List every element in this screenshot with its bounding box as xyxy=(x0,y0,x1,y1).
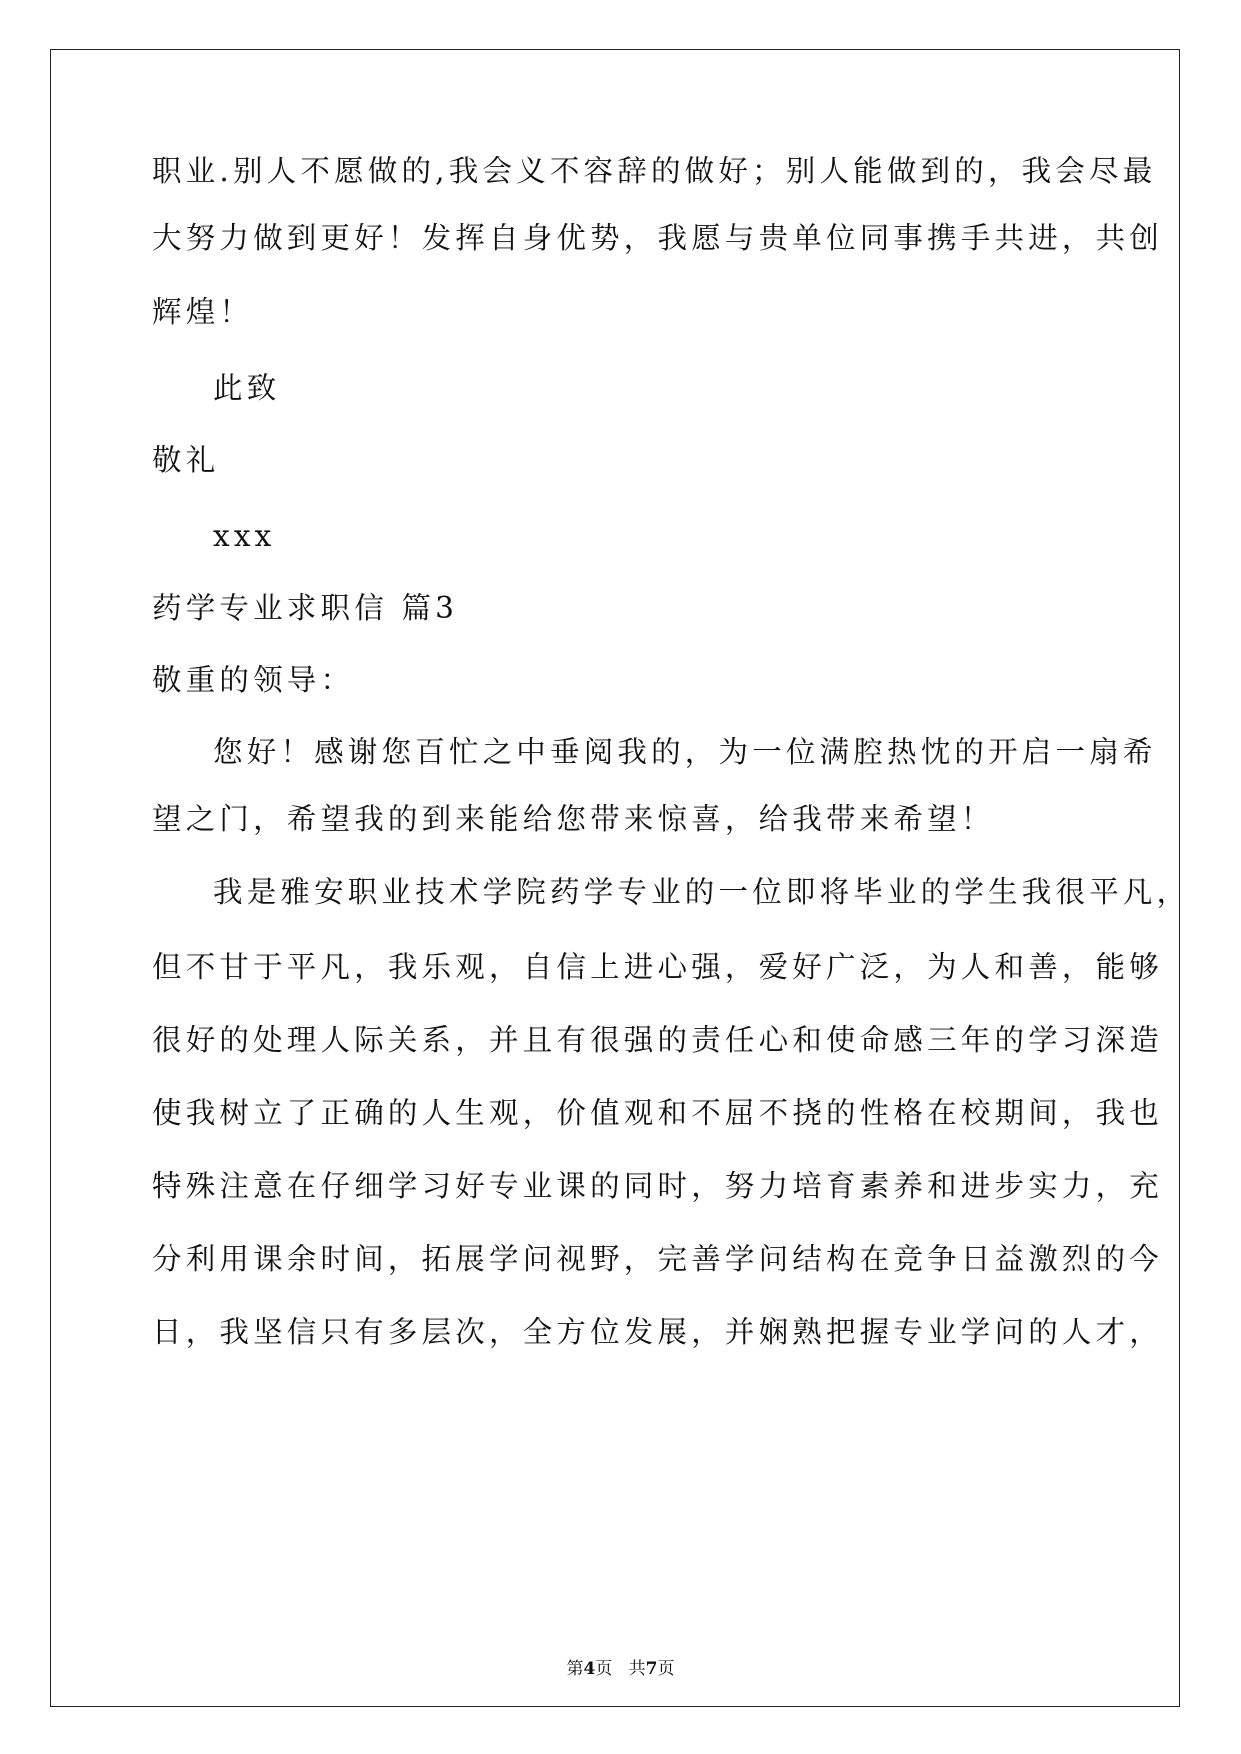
text-line: 分利用课余时间，拓展学问视野，完善学问结构在竞争日益激烈的今 xyxy=(152,1242,1164,1276)
text-line: 日，我坚信只有多层次，全方位发展，并娴熟把握专业学问的人才， xyxy=(152,1315,1164,1349)
text-line: 很好的处理人际关系，并且有很强的责任心和使命感三年的学习深造 xyxy=(152,1023,1164,1057)
current-page-number: 4 xyxy=(583,1659,596,1679)
closing-salutation: 此致 xyxy=(213,371,281,405)
page-prefix: 第 xyxy=(566,1659,584,1679)
text-line: 望之门，希望我的到来能给您带来惊喜，给我带来希望！ xyxy=(152,802,995,836)
text-line: 您好！感谢您百忙之中垂阅我的，为一位满腔热忱的开启一扇希 xyxy=(213,735,1157,769)
signature: xxx xyxy=(213,519,276,553)
text-line: 辉煌！ xyxy=(152,295,254,329)
text-line: 职业.别人不愿做的,我会义不容辞的做好；别人能做到的，我会尽最 xyxy=(152,154,1157,188)
page-suffix: 页 xyxy=(595,1659,613,1679)
page-footer xyxy=(0,1654,1241,1679)
text-line: 我是雅安职业技术学院药学专业的一位即将毕业的学生我很平凡， xyxy=(213,875,1191,909)
closing-regards: 敬礼 xyxy=(152,443,220,477)
text-line: 大努力做到更好！发挥自身优势，我愿与贵单位同事携手共进，共创 xyxy=(152,221,1164,255)
text-line: 特殊注意在仔细学习好专业课的同时，努力培育素养和进步实力，充 xyxy=(152,1169,1164,1203)
total-prefix: 共 xyxy=(628,1659,646,1679)
text-line: 但不甘于平凡，我乐观，自信上进心强，爱好广泛，为人和善，能够 xyxy=(152,950,1164,984)
total-suffix: 页 xyxy=(657,1659,675,1679)
total-page-number: 7 xyxy=(645,1659,658,1679)
section-heading: 药学专业求职信 篇3 xyxy=(152,591,459,625)
text-line: 使我树立了正确的人生观，价值观和不屈不挠的性格在校期间，我也 xyxy=(152,1096,1164,1130)
greeting: 敬重的领导： xyxy=(152,663,355,697)
